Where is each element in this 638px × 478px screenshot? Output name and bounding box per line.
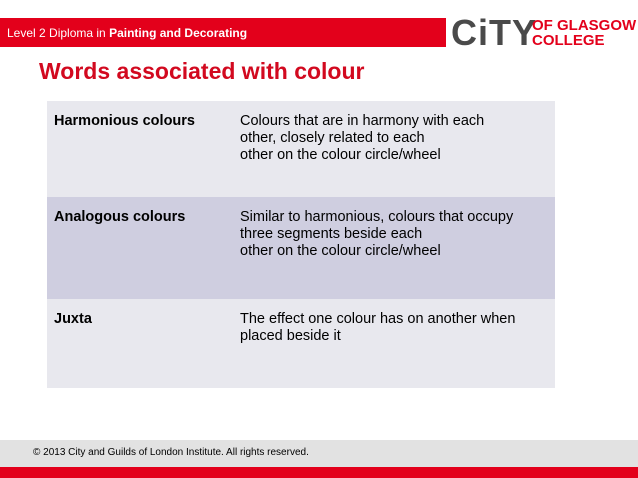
term-cell: Juxta xyxy=(54,311,92,327)
definition-line: other, closely related to each xyxy=(240,130,425,146)
slide-title: Words associated with colour xyxy=(39,58,365,84)
logo-city-text: CiTY xyxy=(451,12,538,53)
definition-line: placed beside it xyxy=(240,328,341,344)
definition-line: three segments beside each xyxy=(240,226,423,242)
copyright-text: © 2013 City and Guilds of London Institute. All rights reserved. xyxy=(33,447,309,458)
course-header xyxy=(7,26,247,40)
definition-cell xyxy=(240,209,550,260)
definition-line: Colours that are in harmony with each xyxy=(240,113,485,129)
terms-table xyxy=(47,101,555,388)
table-row xyxy=(47,197,555,299)
logo-line2: COLLEGE xyxy=(532,32,605,49)
bottom-bar xyxy=(0,467,638,478)
definition-line: Similar to harmonious, colours that occupy xyxy=(240,209,514,225)
table-row xyxy=(47,101,555,197)
definition-line: The effect one colour has on another when xyxy=(240,311,516,327)
course-name: Painting and Decorating xyxy=(109,26,248,40)
definition-line: other on the colour circle/wheel xyxy=(240,243,441,259)
term-cell: Analogous colours xyxy=(54,209,186,225)
college-logo xyxy=(451,12,637,53)
course-prefix: Level 2 Diploma in xyxy=(7,26,110,40)
logo-line1: OF GLASGOW xyxy=(532,17,637,34)
definition-line: other on the colour circle/wheel xyxy=(240,147,441,163)
term-cell: Harmonious colours xyxy=(54,113,195,129)
table-row xyxy=(47,299,555,388)
definition-cell xyxy=(240,113,550,164)
definition-cell xyxy=(240,311,550,345)
